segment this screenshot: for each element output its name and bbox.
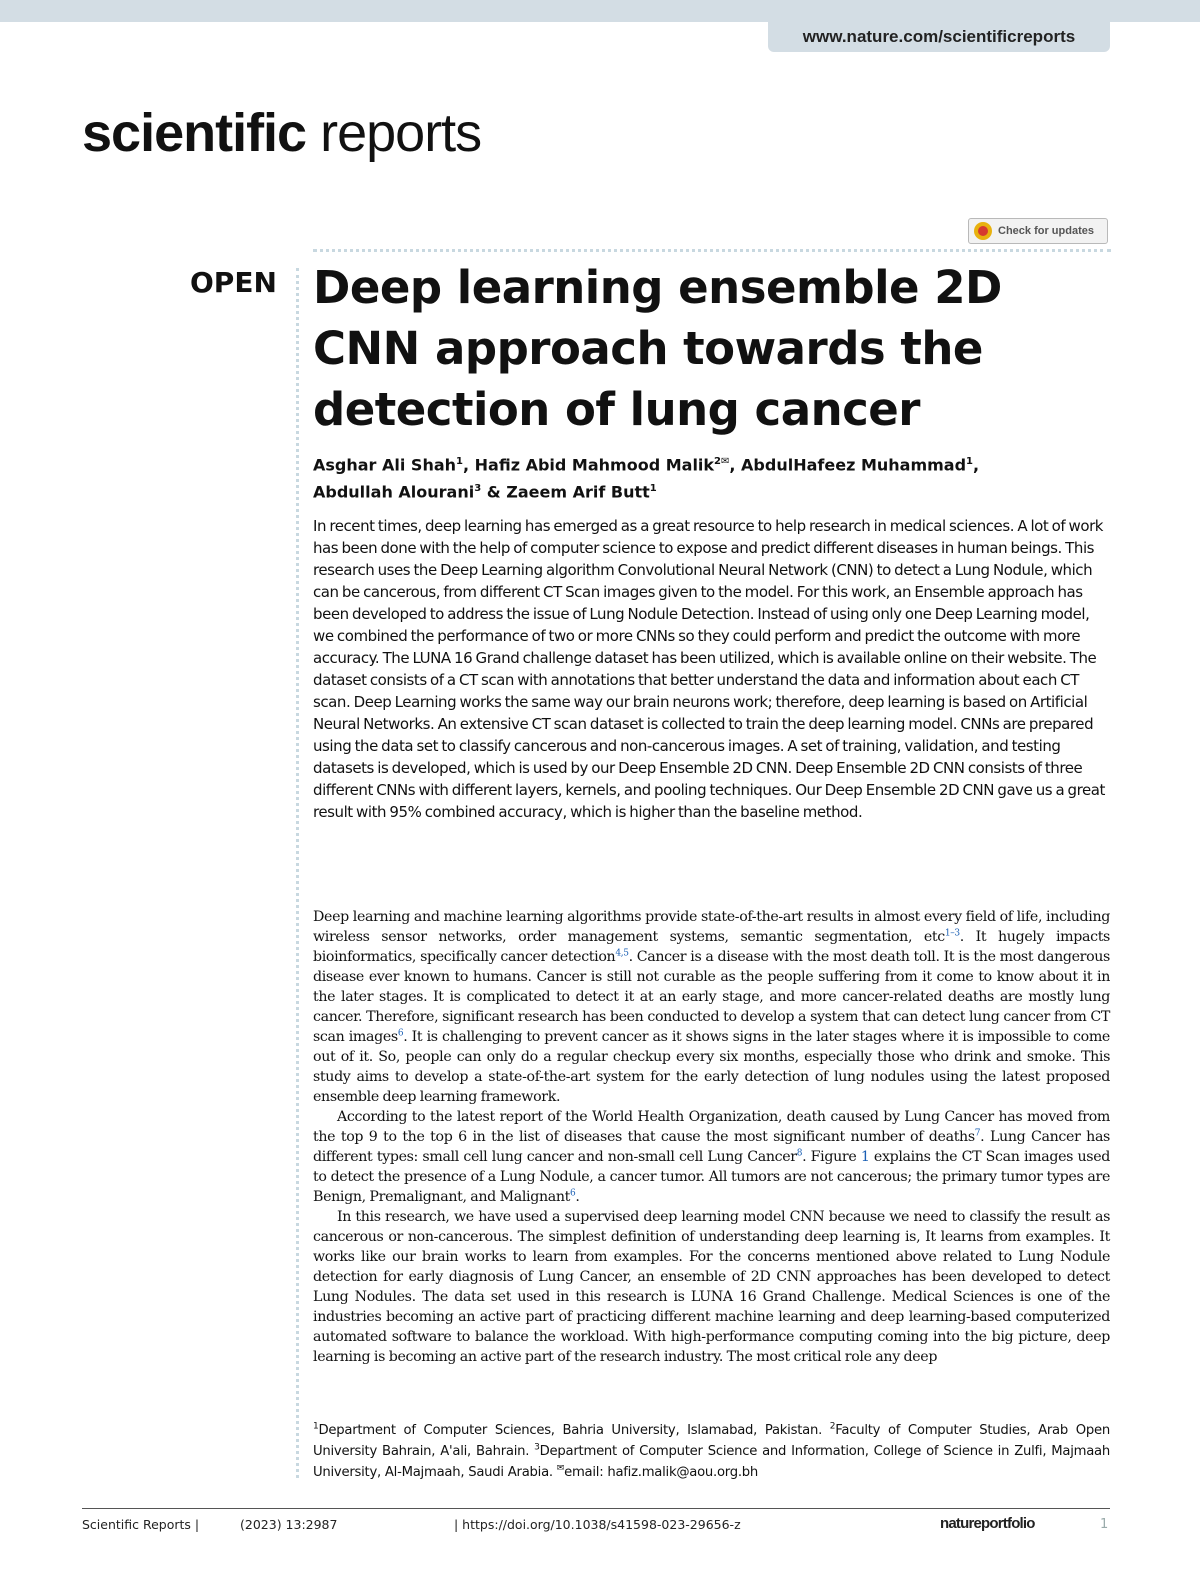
- footer-doi-link[interactable]: | https://doi.org/10.1038/s41598-023-29656-z: [454, 1517, 741, 1532]
- author-affiliation-mark: 1: [966, 456, 974, 467]
- abstract: In recent times, deep learning has emerged as a great resource to help research in medical sciences. A lot of work has been done with the help of computer science to expose and predict different diseases in human beings. This research uses the Deep Learning algorithm Convolutional Neural Network (CNN) to detect a Lung Nodule, which can be cancerous, from different CT Scan images given to the model. For this work, an Ensemble approach has been developed to address the issue of Lung Nodule Detection. Instead of using only one Deep Learning model, we combined the performance of two or more CNNs so they could perform and predict the outcome with more accuracy. The LUNA 16 Grand challenge dataset has been utilized, which is available online on their website. The dataset consists of a CT scan with annotations that better understand the data and information about each CT scan. Deep Learning works the same way our brain neurons work; therefore, deep learning is based on Artificial Neural Networks. An extensive CT scan dataset is collected to train the deep learning model. CNNs are prepared using the data set to classify cancerous and non-cancerous images. A set of training, validation, and testing datasets is developed, which is used by our Deep Ensemble 2D CNN. Deep Ensemble 2D CNN consists of three different CNNs with different layers, kernels, and pooling techniques. Our Deep Ensemble 2D CNN gave us a great result with 95% combined accuracy, which is higher than the baseline method.: [313, 517, 1105, 821]
- check-for-updates-button[interactable]: [968, 218, 1108, 244]
- affiliations: $^1$Department of Computer Sciences, Bahria University, Islamabad, Pakistan. $^2$Faculty of Computer Studies, Arab Open University Bahrain, A'ali, Bahrain. $^3$Department of Computer Science and Information, College of Science in Zulfi, Majmaah University, Al-Majmaah, Saudi Arabia. ✉email: hafiz.malik@aou.org.bh: [313, 1421, 1110, 1480]
- author-name[interactable]: Zaeem Arif Butt: [506, 482, 650, 502]
- body-paragraph: According to the latest report of the World Health Organization, death caused by Lung Cancer has moved from the top 9 to the top 6 in the list of diseases that cause the most significant number of deaths$^7$. Lung Cancer has different types: small cell lung cancer and non-small cell Lung Cancer$^8$. Figure 1 explains the CT Scan images used to detect the presence of a Lung Nodule, a cancer tumor. All tumors are not cancerous; the primary tumor types are Benign, Premalignant, and Malignant$^6$.: [313, 1109, 1110, 1205]
- page-number: 1: [1100, 1517, 1109, 1532]
- email-icon: ✉: [556, 1463, 565, 1474]
- journal-name-light: reports: [320, 103, 482, 163]
- affiliation: Faculty of Computer Studies, Arab Open University Bahrain, A'ali, Bahrain.: [313, 1423, 1110, 1459]
- author-name[interactable]: AbdulHafeez Muhammad: [741, 455, 967, 475]
- top-bar: [0, 0, 1200, 22]
- body-paragraph: In this research, we have used a supervised deep learning model CNN because we need to classify the result as cancerous or non-cancerous. The simplest definition of understanding deep learning is, It learns from examples. It works like our brain works to learn from examples. For the concerns mentioned above related to Lung Nodule detection for early diagnosis of Lung Cancer, an ensemble of 2D CNN approaches has been developed to detect Lung Nodules. The data set used in this research is LUNA 16 Grand Challenge. Medical Sciences is one of the industries becoming an active part of practicing different machine learning and deep learning-based computerized automated software to balance the workload. With high-performance computing coming into the big picture, deep learning is becoming an active part of the research industry. The most critical role any deep: [313, 1209, 1110, 1365]
- citation-link[interactable]: 8: [796, 1148, 803, 1159]
- footer-year-volume: (2023) 13:2987: [240, 1517, 338, 1532]
- author-affiliation-mark: 2✉: [714, 456, 730, 467]
- journal-url[interactable]: www.nature.com/scientificreports: [768, 22, 1110, 52]
- citation-link[interactable]: 6: [397, 1028, 404, 1039]
- author-name[interactable]: Hafiz Abid Mahmood Malik: [474, 455, 715, 475]
- crossmark-icon: [974, 222, 992, 240]
- journal-logo: [82, 102, 481, 164]
- citation-link[interactable]: 4,5: [615, 948, 629, 959]
- footer-rule: [82, 1508, 1110, 1509]
- author-name[interactable]: Asghar Ali Shah: [313, 455, 457, 475]
- check-for-updates-label: Check for updates: [998, 225, 1094, 237]
- divider-horizontal: [313, 249, 1111, 252]
- affiliation: Department of Computer Sciences, Bahria University, Islamabad, Pakistan.: [318, 1423, 830, 1438]
- figure-link[interactable]: 1: [860, 1149, 870, 1165]
- author-list: Asghar Ali Shah$^1$, Hafiz Abid Mahmood Malik$^{2✉}$, AbdulHafeez Muhammad$^1$, Abdullah Alourani$^3$ & Zaeem Arif Butt$^1$: [313, 455, 980, 502]
- body-paragraph: Deep learning and machine learning algorithms provide state-of-the-art results in almost every field of life, including wireless sensor networks, order management systems, semantic segmentation, etc$^{1-3}$. It hugely impacts bioinformatics, specifically cancer detection$^{4,5}$. Cancer is a disease with the most death toll. It is the most dangerous disease ever known to humans. Cancer is still not curable as the people suffering from it come to know about it in the later stages. It is complicated to detect it at an early stage, and more cancer-related deaths are mostly lung cancer. Therefore, significant research has been conducted to develop a system that can detect lung cancer from CT scan images$^6$. It is challenging to prevent cancer as it shows signs in the later stages where it is impossible to come out of it. So, people can only do a regular checkup every six months, especially those who drink and smoke. This study aims to develop a state-of-the-art system for the early detection of lung nodules using the latest proposed ensemble deep learning framework.: [313, 909, 1110, 1105]
- citation-link[interactable]: 1–3: [944, 928, 960, 939]
- author-affiliation-mark: 1: [456, 456, 463, 467]
- author-affiliation-mark: 1: [649, 483, 657, 495]
- article-title: Deep learning ensemble 2D CNN approach towards the detection of lung cancer: [313, 261, 1002, 436]
- citation-link[interactable]: 7: [974, 1128, 981, 1139]
- citation-link[interactable]: 6: [570, 1188, 576, 1199]
- author-affiliation-mark: 3: [474, 483, 482, 495]
- corresponding-email[interactable]: email: hafiz.malik@aou.org.bh: [564, 1465, 759, 1480]
- footer-journal: Scientific Reports |: [82, 1517, 200, 1532]
- author-name[interactable]: Abdullah Alourani: [313, 482, 475, 502]
- journal-name-bold: scientific: [82, 103, 307, 163]
- footer: [82, 1517, 1122, 1537]
- affiliation: Department of Computer Science and Information, College of Science in Zulfi, Majmaah University, Al-Majmaah, Saudi Arabia.: [313, 1444, 1110, 1480]
- body-text: [313, 907, 1110, 1367]
- publisher-logo: natureportfolio: [940, 1515, 1035, 1532]
- open-access-label: OPEN: [190, 266, 277, 299]
- divider-vertical: [296, 268, 299, 1478]
